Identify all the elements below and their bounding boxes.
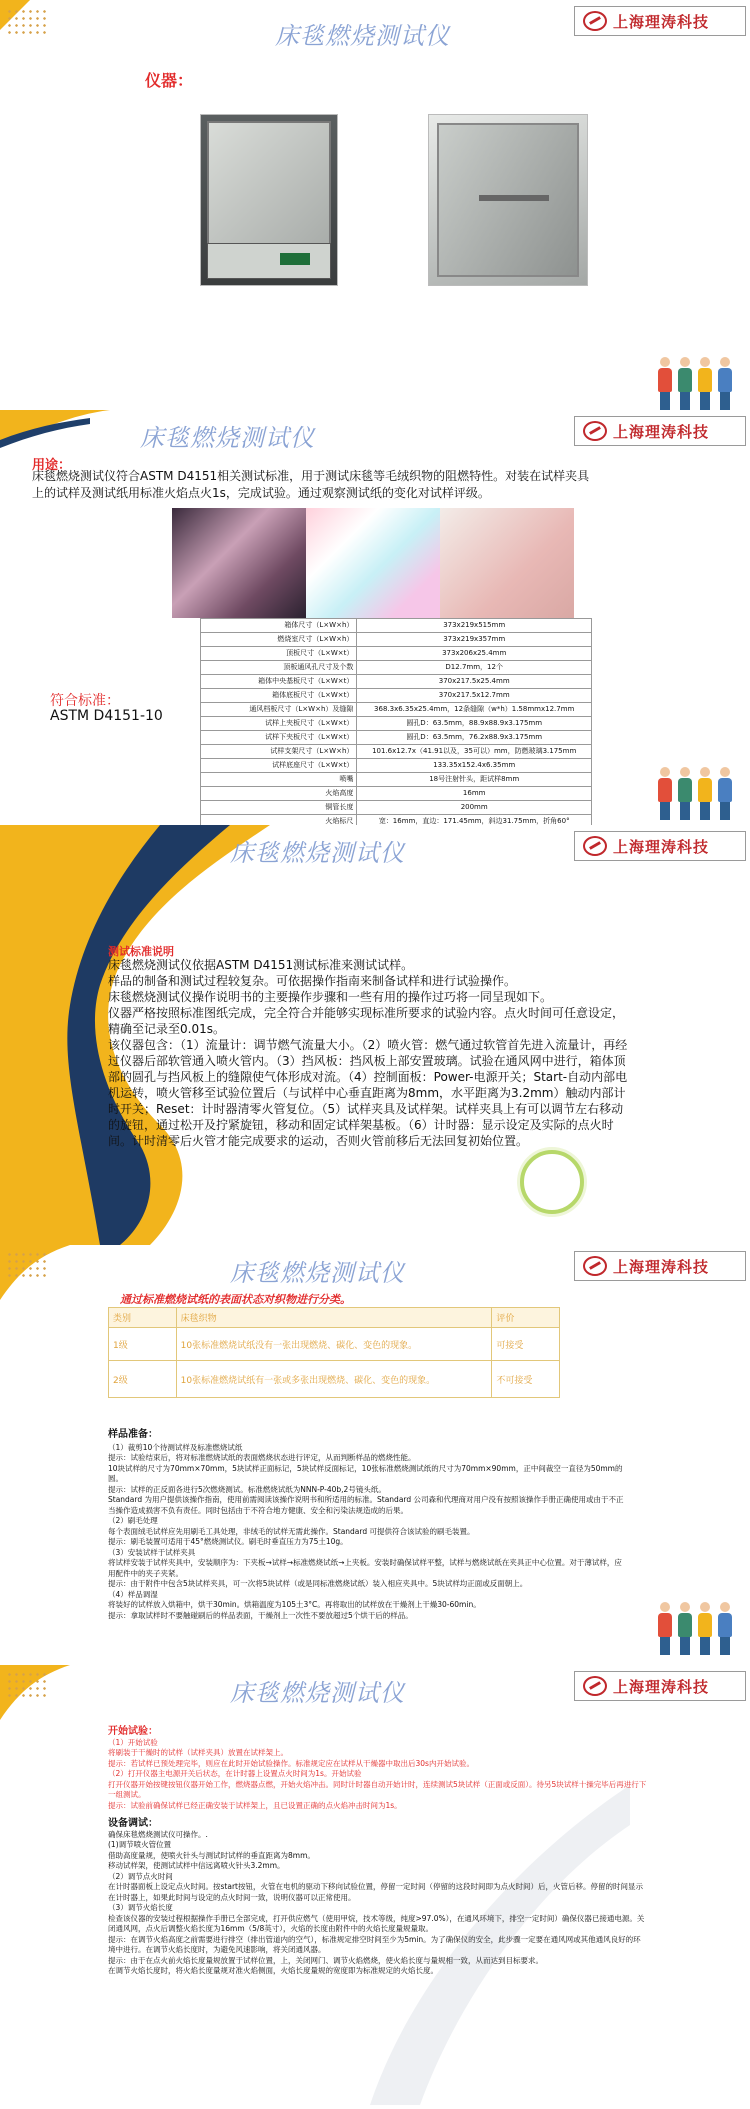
standard-value: ASTM D4151-10 [50, 708, 163, 724]
table-row [201, 675, 592, 689]
list-item: 检查该仪器的安装过程根据操作手册已全部完成，打开供应燃气（使用甲烷，技术等级，纯度>97.0%），在通风环境下，排空一定时间）确保仪器已接通电源。关闭通风网，点火后调整火焰长度为16mm（5/8英寸），火焰的长度由附件中的火焰长度量规量取。 [108, 1913, 645, 1933]
list-item: (1)调节喷火管位置 [108, 1840, 172, 1849]
spec-key: 铜管长度 [201, 801, 357, 815]
list-item: 打开仪器开始按键按钮仪器开始工作，燃烧器点燃，开始火焰冲击。同时计时器自动开始计时，连续测试5块试样（正面或反面）。待另5块试样十操完毕后再进行下一组测试。 [108, 1779, 647, 1799]
spec-value: 圆孔D：63.5mm，88.9x88.9x3.175mm [357, 717, 592, 731]
spec-value: 圆孔D：63.5mm，76.2x88.9x3.175mm [357, 731, 592, 745]
list-item: 提示：刷毛装置可适用于45°燃烧测试仪。刷毛时垂直压力为75土10g。 [108, 1537, 348, 1546]
list-item: 将刷装于干燥时的试样（试样夹具）放置在试样架上。 [108, 1748, 288, 1757]
fabric-photo-colored-blankets [306, 508, 440, 618]
corner-wave-decoration [0, 410, 110, 450]
list-item: （3）安装试样于试样夹具 [108, 1547, 196, 1557]
spec-value: 101.6x12.7x（41.91以及，35可以）mm，防燃玻璃3.175mm [357, 745, 592, 759]
table-row [201, 773, 592, 787]
spec-key: 试样上夹板尺寸（L×W×t） [201, 717, 357, 731]
company-logo [574, 416, 746, 446]
spec-value: 133.35x152.4x6.35mm [357, 759, 592, 773]
company-logo [574, 1671, 746, 1701]
table-row [201, 647, 592, 661]
logo-mark-icon [583, 1256, 607, 1276]
paragraph: 该仪器包含：（1）流量计：调节燃气流量大小。（2）喷火管：燃气通过软管首先进入流量计，再经过仪器后部软管通入喷火管内。（3）挡风板：挡风板上部安置玻璃。试验在通风网中进行，箱体顶部的圆孔与挡风板上的缝隙使气体形成对流。（4）控制面板：Power-电源开关；Start-自动内部电机运转，喷火管移至试验位置后（与试样中心垂直距离为8mm，水平距离为3.2mm）触动内部计时开关；Reset：计时器清零火管复位。（5）试样夹具及试样架。试样夹具上有可以调节左右移动的旋钮，通过松开及拧紧旋钮，移动和固定试样架基板。（6）计时器：显示设定及实际的点火时间。计时清零后火管才能完成要求的运动，否则火管前移后无法回复初始位置。 [108, 1038, 628, 1148]
start-test-heading: 开始试验： [108, 1726, 158, 1737]
company-name: 上海理涛科技 [613, 1677, 710, 1696]
spec-key: 喷嘴 [201, 773, 357, 787]
list-item: 借助高度量规，使喷火针头与测试时试样的垂直距离为8mm。 [108, 1850, 315, 1860]
company-name: 上海理涛科技 [613, 837, 710, 856]
usage-text: 床毯燃烧测试仪符合ASTM D4151相关测试标准，用于测试床毯等毛绒织物的阻燃特性。对装在试样夹具上的试样及测试纸用标准火焰点火1s，完成试验。通过观察测试纸的变化对试样评级。 [32, 469, 590, 500]
list-item: （4）样品调湿 [108, 1589, 158, 1599]
spec-value: 373x206x25.4mm [357, 647, 592, 661]
company-name: 上海理涛科技 [613, 12, 710, 31]
instrument-photo-interior [428, 114, 588, 286]
device-debug-list [108, 1830, 648, 1977]
slide-title: 床毯燃烧测试仪 [230, 839, 405, 867]
list-item: 在调节火焰长度时，将火焰长度量规对准火焰侧面，火焰长度量规的宽度即为标准规定的火焰长度。 [108, 1966, 438, 1975]
spec-key: 试样下夹板尺寸（L×W×t） [201, 731, 357, 745]
spec-value: 370x217.5x12.7mm [357, 689, 592, 703]
company-logo [574, 6, 746, 36]
spec-key: 顶板通风孔尺寸及个数 [201, 661, 357, 675]
spec-key: 火焰标尺 [201, 815, 357, 826]
people-illustration [655, 1575, 745, 1655]
list-item: Standard 为用户提供该操作指南，使用前需阅读该操作说明书和所适用的标准。Standard 公司森和代理商对用户没有按照该操作手册正确使用或由于不正当操作造成损害不负有责任。同时包括由于不符合地方健康、安全和污染法规造成的后果。 [108, 1495, 624, 1515]
people-illustration [655, 330, 745, 410]
grade-cell: 2级 [109, 1361, 177, 1398]
list-item: 10块试样的尺寸为70mm×70mm，5块试样正面标记，5块试样反面标记，10张标准燃烧测试纸的尺寸为70mm×90mm，正中间裁空一直径为50mm的圆。 [108, 1463, 623, 1483]
list-item: 在计时器面板上设定点火时间。按start按钮，火管在电机的驱动下移向试验位置，停留一定时间（停留的这段时间即为点火时间）后，火管后移。停留的时间显示在计时器上，如果此时间与设定的点火时间一致，说明仪器可以正常使用。 [108, 1882, 643, 1902]
logo-mark-icon [583, 1676, 607, 1696]
logo-mark-icon [583, 421, 607, 441]
table-row [109, 1361, 560, 1398]
grade-cell: 10张标准燃烧试纸有一张或多张出现燃烧、碳化、变色的现象。 [176, 1361, 492, 1398]
list-item: 确保床毯燃烧测试仪可操作。. [108, 1829, 208, 1839]
spec-key: 试样底座尺寸（L×W×t） [201, 759, 357, 773]
table-row [201, 633, 592, 647]
device-debug-heading: 设备调试： [108, 1818, 158, 1829]
table-row [201, 745, 592, 759]
list-item: （1）开始试验 [108, 1737, 158, 1747]
list-item: 提示：由于附件中包含5块试样夹具，可一次将5块试样（或是同标准燃烧试纸）装入相应夹具中。5块试样均正面或反面朝上。 [108, 1579, 528, 1588]
grade-header-category: 类别 [109, 1308, 177, 1328]
spec-table [200, 618, 592, 825]
grade-cell: 可接受 [492, 1328, 560, 1361]
list-item: 将装好的试样放入烘箱中，烘干30min。烘箱温度为105土3°C。再将取出的试样放在干燥剂上干燥30-60min。 [108, 1600, 481, 1609]
spec-key: 试样支架尺寸（L×W×h） [201, 745, 357, 759]
list-item: 将试样安装于试样夹具中，安装顺序为：下夹板→试样→标准燃烧试纸→上夹板。安装时确保试样平整，试样与燃烧试纸在夹具正中心位置。对于薄试样，应用配件中的夹子夹紧。 [108, 1558, 622, 1578]
spec-value: 373x219x357mm [357, 633, 592, 647]
slide-usage [0, 410, 750, 825]
dot-grid-decoration [6, 1671, 46, 1701]
spec-key: 燃烧室尺寸（L×W×h） [201, 633, 357, 647]
slide-title: 床毯燃烧测试仪 [140, 424, 315, 452]
fabric-photo-model [172, 508, 306, 618]
slide-title: 床毯燃烧测试仪 [230, 1679, 405, 1707]
table-row [201, 801, 592, 815]
table-row [201, 731, 592, 745]
table-row [201, 815, 592, 826]
slide-title: 床毯燃烧测试仪 [230, 1259, 405, 1287]
slide-test-procedure [0, 1665, 750, 2109]
table-row [201, 689, 592, 703]
list-item: （1）裁剪10个待测试样及标准燃烧试纸 [108, 1442, 243, 1452]
list-item: 提示：试验前确保试样已经正确安装于试样架上，且已设置正确的点火焰冲击时间为1s。 [108, 1800, 402, 1810]
dot-grid-decoration [6, 8, 46, 38]
table-row [201, 619, 592, 633]
table-row [109, 1328, 560, 1361]
spec-value: D12.7mm，12个 [357, 661, 592, 675]
list-item: 提示：在调节火焰高度之前需要进行排空（排出管道内的空气），标准规定排空时间至少为5min。为了确保仪的安全，此步骤一定要在通风网或其他通风良好的环境中进行。在调节火焰长度时，为避免风速影响，将关闭通风器。 [108, 1934, 641, 1954]
table-row [201, 661, 592, 675]
list-item: （2）调节点火时间 [108, 1871, 173, 1881]
paragraph: 样品的制备和测试过程较复杂。可依据操作指南来制备试样和进行试验操作。 [108, 974, 517, 988]
spec-key: 箱体尺寸（L×W×h） [201, 619, 357, 633]
grade-table [108, 1307, 560, 1398]
spec-value: 373x219x515mm [357, 619, 592, 633]
list-item: 提示：由于在点火前火焰长度量规放置于试样位置，上，关闭网门、调节火焰燃烧，使火焰长度与量规相一致，从而达到目标要求。 [108, 1955, 543, 1965]
table-row [201, 717, 592, 731]
list-item: （3）调节火焰长度 [108, 1903, 173, 1912]
spec-value: 370x217.5x25.4mm [357, 675, 592, 689]
company-logo [574, 1251, 746, 1281]
spec-key: 火焰高度 [201, 787, 357, 801]
spec-value: 16mm [357, 787, 592, 801]
fabric-photo-plush [440, 508, 574, 618]
grade-cell: 1级 [109, 1328, 177, 1361]
spec-key: 箱体中央基板尺寸（L×W×t） [201, 675, 357, 689]
list-item: （2）打开仪器主电源开关后状态，在计时器上设置点火时间为1s。开始试验 [108, 1769, 362, 1778]
classification-subtitle: 通过标准燃烧试纸的表面状态对织物进行分类。 [120, 1293, 351, 1306]
list-item: 提示：试验结束后，将对标准燃烧试纸的表面燃烧状态进行评定，从而判断样品的燃烧性能。 [108, 1453, 416, 1462]
sample-preparation-section [108, 1430, 628, 1621]
start-test-list [108, 1738, 648, 1812]
slide-instrument [0, 0, 750, 410]
dot-grid-decoration [6, 1251, 46, 1281]
table-row [201, 787, 592, 801]
instrument-photo-front [200, 114, 338, 286]
spec-key: 通风档板尺寸（L×W×h）及缝隙 [201, 703, 357, 717]
fabric-sample-photos [172, 508, 574, 618]
company-logo [574, 831, 746, 861]
table-row [201, 703, 592, 717]
list-item: （2）刷毛处理 [108, 1516, 158, 1525]
spec-value: 200mm [357, 801, 592, 815]
logo-mark-icon [583, 836, 607, 856]
sample-preparation-heading: 样品准备： [108, 1429, 158, 1440]
ring-decoration [520, 1150, 584, 1214]
list-item: 每个表面绒毛试样应先用刷毛工具处理，非绒毛的试样无需此操作。Standard 可提供符合该试验的刷毛装置。 [108, 1526, 475, 1536]
spec-key: 顶板尺寸（L×W×t） [201, 647, 357, 661]
slide-classification [0, 1245, 750, 1665]
company-name: 上海理涛科技 [613, 1257, 710, 1276]
grade-header-fabric: 床毯织物 [176, 1308, 492, 1328]
slide-standard-description [0, 825, 750, 1245]
standard-description-label: 测试标准说明 [108, 945, 174, 958]
company-name: 上海理涛科技 [613, 422, 710, 441]
people-illustration [655, 740, 745, 820]
test-procedure-section [108, 1727, 648, 1977]
slide-title: 床毯燃烧测试仪 [275, 22, 450, 50]
logo-mark-icon [583, 11, 607, 31]
paragraph: 床毯燃烧测试仪依据ASTM D4151测试标准来测试试样。 [108, 958, 414, 972]
list-item: 移动试样架，使测试试样中信远离喷火针头3.2mm。 [108, 1861, 285, 1870]
list-item: 提示：试样的正反面各进行5次燃烧测试。标准燃烧试纸为NNN-P-40b,2号镜头纸。 [108, 1484, 386, 1494]
spec-value: 18号注射针头，距试样8mm [357, 773, 592, 787]
spec-key: 箱体底板尺寸（L×W×t） [201, 689, 357, 703]
grade-cell: 10张标准燃烧试纸没有一张出现燃烧、碳化、变色的现象。 [176, 1328, 492, 1361]
spec-value: 宽：16mm，直边：171.45mm，斜边31.75mm，折角60° [357, 815, 592, 826]
paragraph: 床毯燃烧测试仪操作说明书的主要操作步骤和一些有用的操作过巧将一同呈现如下。 [108, 990, 553, 1004]
paragraph: 仪器严格按照标准图纸完成，完全符合并能够实现标准所要求的试验内容。点火时间可任意设定，精确至记录至0.01s。 [108, 1006, 625, 1036]
grade-cell: 不可接受 [492, 1361, 560, 1398]
instrument-heading: 仪器： [145, 71, 194, 90]
standard-label: 符合标准： [50, 693, 120, 709]
grade-header-evaluation: 评价 [492, 1308, 560, 1328]
usage-label: 用途： [32, 458, 72, 473]
standard-description-text [108, 957, 628, 1149]
table-row [201, 759, 592, 773]
spec-value: 368.3x6.35x25.4mm，12条缝隙（w*h）1.58mmx12.7mm [357, 703, 592, 717]
list-item: 提示：拿取试样时不要触碰刷后的样品表面，干燥剂上一次性不要放超过5个烘干后的样品。 [108, 1610, 413, 1620]
list-item: 提示：若试样已预处理完毕，则应在此时开始试验操作。标准规定应在试样从干燥器中取出后30s内开始试验。 [108, 1758, 474, 1768]
